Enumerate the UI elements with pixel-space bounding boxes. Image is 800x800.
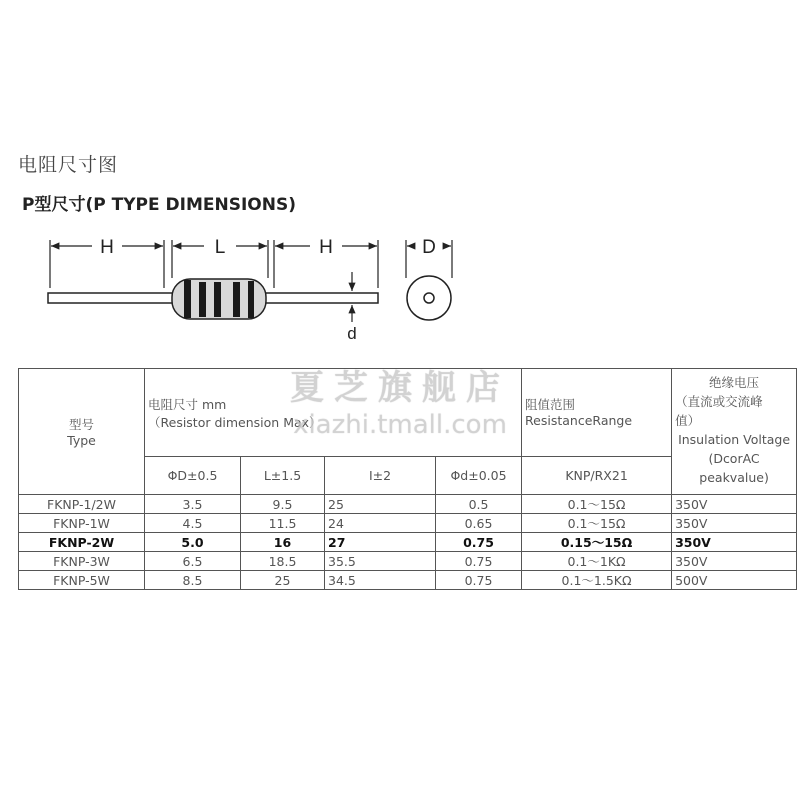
resistor-dimension-diagram [0, 228, 480, 348]
watermark-store-name: 夏芝旗舰店 [290, 368, 510, 408]
header-dimension: 电阻尺寸 mm （Resistor dimension Max） [145, 369, 522, 457]
header-insulation-voltage: 绝缘电压 （直流或交流峰 值） Insulation Voltage (DcorAC peakvalue) [672, 369, 797, 495]
table-row: FKNP-3W 6.5 18.5 35.5 0.75 0.1～1KΩ 350V [19, 552, 797, 571]
subheader-lead-length: I±2 [325, 457, 436, 495]
dimension-label-h-left: H [100, 237, 114, 258]
dimension-label-d-upper: D [422, 237, 436, 258]
resistor-spec-table [18, 368, 797, 590]
resistor-body [172, 279, 266, 319]
left-lead-wire [48, 293, 176, 303]
subheader-length: L±1.5 [241, 457, 325, 495]
right-lead-wire [262, 293, 378, 303]
table-row-highlighted: FKNP-2W 5.0 16 27 0.75 0.15～15Ω 350V [19, 533, 797, 552]
table-row: FKNP-1W 4.5 11.5 24 0.65 0.1～15Ω 350V [19, 514, 797, 533]
page-title-cn: 电阻尺寸图 [18, 154, 119, 176]
header-resistance-range: 阻值范围 ResistanceRange [522, 369, 672, 457]
table-row: FKNP-1/2W 3.5 9.5 25 0.5 0.1～15Ω 350V [19, 495, 797, 514]
dimension-label-h-right: H [319, 237, 333, 258]
dimension-label-l: L [214, 237, 226, 258]
dimension-label-d-lower: d [347, 324, 357, 343]
header-type: 型号 Type [19, 369, 145, 495]
subheader-knp: KNP/RX21 [522, 457, 672, 495]
table-row: FKNP-5W 8.5 25 34.5 0.75 0.1～1.5KΩ 500V [19, 571, 797, 590]
section-title: P型尺寸(P TYPE DIMENSIONS) [22, 195, 296, 215]
watermark-store-url: xiazhi.tmall.com [293, 410, 507, 440]
end-view-circle [407, 276, 451, 320]
subheader-lead-diameter: Φd±0.05 [436, 457, 522, 495]
subheader-diameter: ΦD±0.5 [145, 457, 241, 495]
